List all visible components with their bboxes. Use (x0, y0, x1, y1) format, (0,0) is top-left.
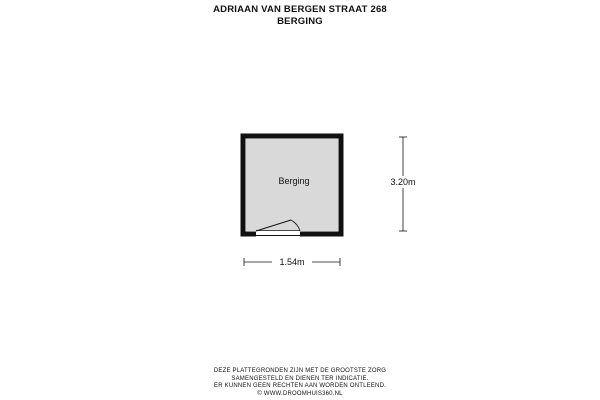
room-label: Berging (278, 176, 310, 186)
width-dimension (244, 256, 340, 268)
website-link[interactable]: © WWW.DROOMHUIS360.NL (257, 390, 343, 397)
address-title: ADRIAAN VAN BERGEN STRAAT 268 (213, 4, 387, 15)
width-dimension-label: 1.54m (279, 257, 305, 267)
disclaimer-footer (0, 368, 600, 398)
height-dimension (384, 137, 422, 231)
disclaimer-line-2: SAMENGESTELD EN DIENEN TER INDICATIE. (231, 375, 369, 382)
disclaimer-line-1: DEZE PLATTEGRONDEN ZIJN MET DE GROOTSTE ZORG (213, 368, 387, 374)
height-dimension-label: 3.20m (390, 177, 416, 187)
disclaimer-line-3: ER KUNNEN GEEN RECHTEN AAN WORDEN ONTLEEND. (214, 383, 386, 389)
floor-title: BERGING (277, 16, 323, 27)
